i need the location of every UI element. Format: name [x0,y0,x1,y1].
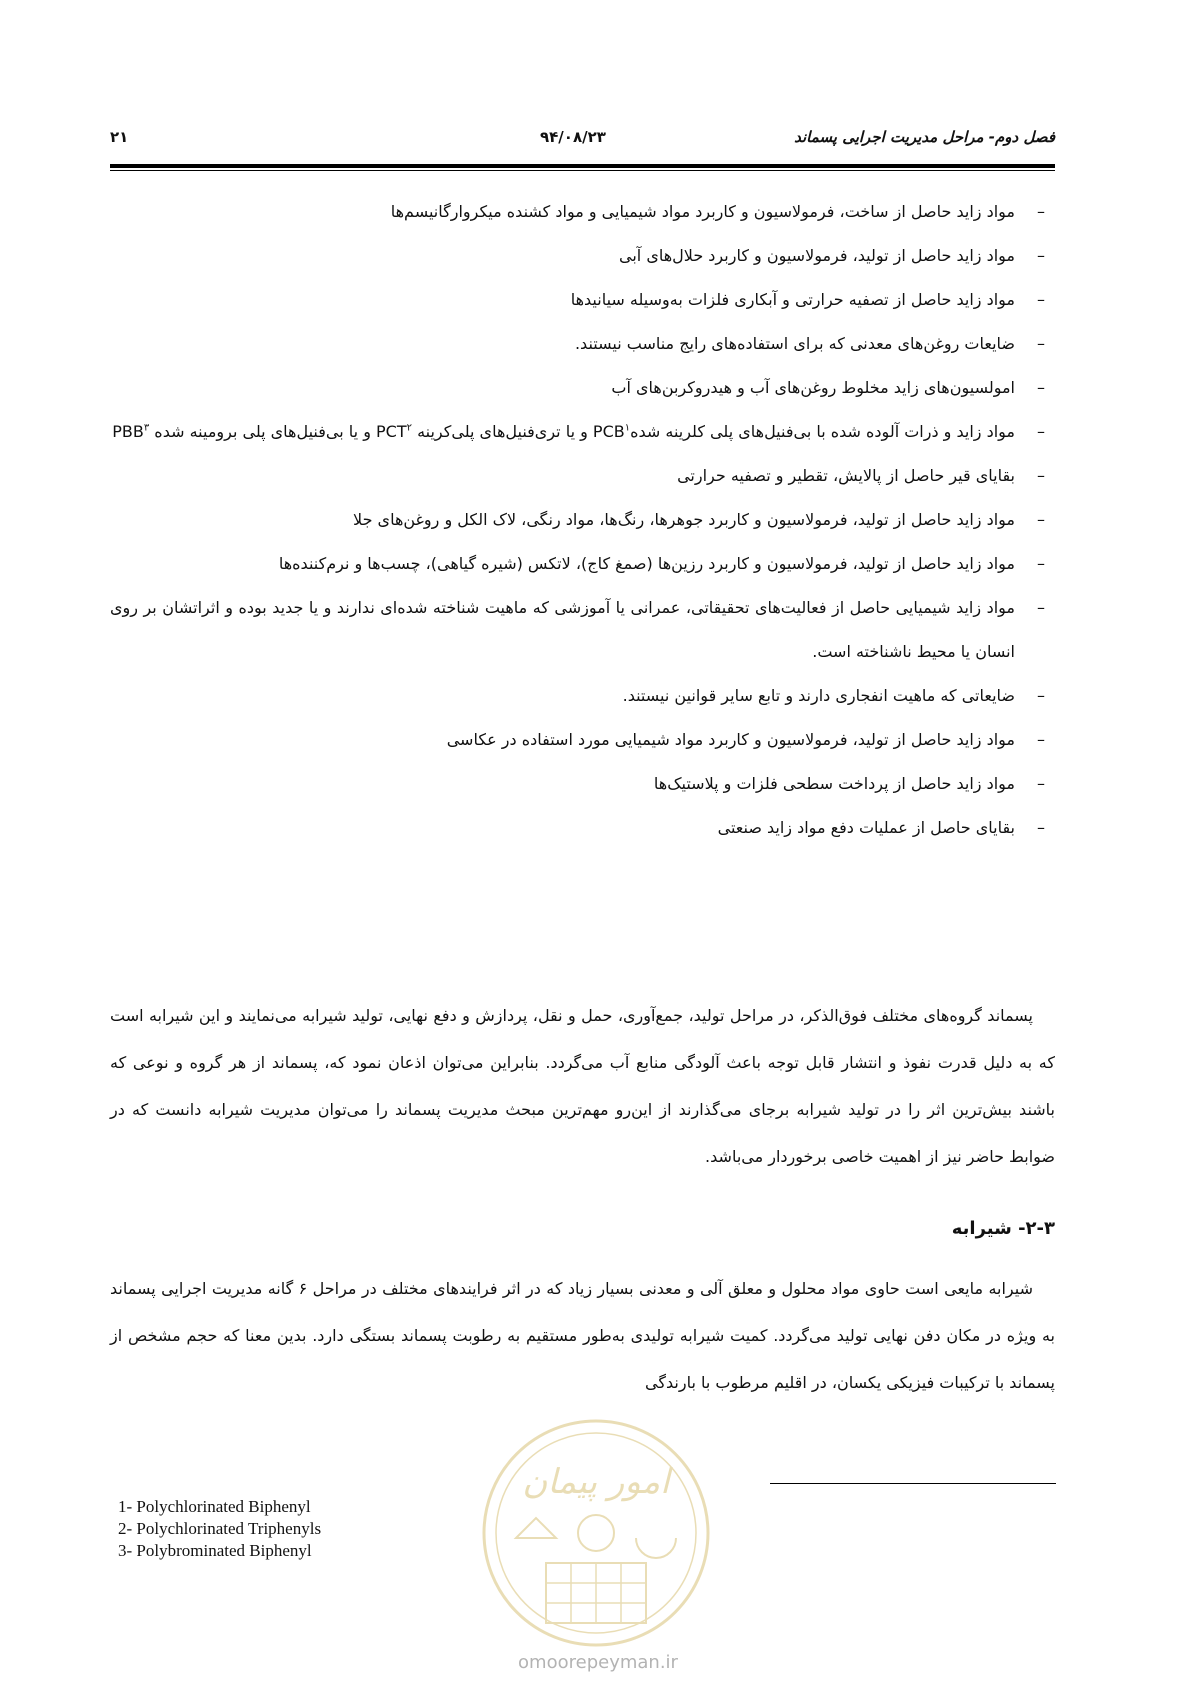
abbr-pcb: PCB [592,422,625,441]
list-dash: – [1037,246,1045,265]
list-dash: – [1037,378,1045,397]
list-dash: – [1037,422,1045,441]
list-item-text: مواد زاید و ذرات آلوده شده با بی‌فنیل‌های پلی کلرینه شده [630,422,1015,441]
body-paragraph: شیرابه مایعی است حاوی مواد محلول و معلق آلی و معدنی بسیار زیاد که در اثر فرایندهای مختلف در مراحل ۶ گانه مدیریت اجرایی پسماند به ویژه در مکان دفن نهایی تولید می‌گردد. کمیت شیرابه تولیدی به‌طور مستقیم به رطوبت پسماند بستگی دارد. بدین معنا که حجم مشخص از پسماند با ترکیبات فیزیکی یکسان، در اقلیم مرطوب با بارندگی [110,1279,1055,1392]
list-item-text: بقایای حاصل از عملیات دفع مواد زاید صنعتی [717,818,1015,837]
list-item-text: مواد زاید حاصل از تولید، فرمولاسیون و کاربرد رزین‌ها (صمغ کاج)، لاتکس (شیره گیاهی)، چسب‌ها و نرم‌کننده‌ها [278,554,1015,573]
list-item [110,322,1055,366]
list-item [110,674,1055,718]
list-item [110,542,1055,586]
section-heading: ۲-۳- شیرابه [951,1218,1055,1239]
waste-types-list [110,190,1055,850]
list-dash: – [1037,730,1045,749]
list-item-text: بقایای قیر حاصل از پالایش، تقطیر و تصفیه حرارتی [677,466,1015,485]
list-dash: – [1037,290,1045,309]
list-dash: – [1037,466,1045,485]
footnote-rule [770,1483,1056,1484]
list-item [110,586,1055,674]
list-dash: – [1037,554,1045,573]
header-rule-thick [110,164,1055,168]
list-item-text: و یا تری‌فنیل‌های پلی‌کرینه [411,422,593,441]
list-item [110,190,1055,234]
watermark-seal-icon [476,1413,716,1653]
list-item-text: امولسیون‌های زاید مخلوط روغن‌های آب و هیدروکربن‌های آب [611,378,1015,397]
footnotes [118,1496,321,1562]
list-item-text: مواد زاید حاصل از تصفیه حرارتی و آبکاری فلزات به‌وسیله سیانیدها [570,290,1015,309]
list-dash: – [1037,510,1045,529]
footnote-ref-2: ۲ [406,422,412,434]
list-item [110,234,1055,278]
list-item [110,366,1055,410]
list-item-text: مواد زاید حاصل از ساخت، فرمولاسیون و کاربرد مواد شیمیایی و مواد کشنده میکروارگانیسم‌ها [390,202,1015,221]
header-date: ۹۴/۰۸/۲۳ [540,128,606,146]
list-dash: – [1037,818,1045,837]
page-number: ۲۱ [110,128,129,146]
list-item-text: ضایعاتی که ماهیت انفجاری دارند و تابع سایر قوانین نیستند. [622,686,1015,705]
footnote: 1- Polychlorinated Biphenyl [118,1497,311,1516]
list-item-text: مواد زاید شیمیایی حاصل از فعالیت‌های تحقیقاتی، عمرانی یا آموزشی که ماهیت شناخته شده‌ای ندارند و یا جدید بوده و اثراتشان بر روی انسان یا محیط ناشناخته است. [110,598,1015,661]
chapter-title: فصل دوم- مراحل مدیریت اجرایی پسماند [794,128,1055,146]
list-item [110,718,1055,762]
abbr-pbb: PBB [112,422,144,441]
list-item-text: مواد زاید حاصل از پرداخت سطحی فلزات و پلاستیک‌ها [653,774,1015,793]
watermark-site: omoorepeyman.ir [518,1652,678,1673]
footnote: 3- Polybrominated Biphenyl [118,1541,312,1560]
list-item-text: و یا بی‌فنیل‌های پلی برومینه شده [149,422,377,441]
list-item [110,454,1055,498]
list-dash: – [1037,774,1045,793]
body-paragraph: پسماند گروه‌های مختلف فوق‌الذکر، در مراحل تولید، جمع‌آوری، حمل و نقل، پردازش و دفع نهایی، تولید شیرابه می‌نمایند و این شیرابه است که به دلیل قدرت نفوذ و انتشار قابل توجه باعث آلودگی منابع آب می‌گردد. بنابراین می‌توان اذعان نمود که، پسماند از هر گروه و نوعی که باشند بیش‌ترین اثر را در تولید شیرابه برجای می‌گذارند از این‌رو مهم‌ترین مبحث مدیریت پسماند را می‌توان مدیریت شیرابه دانست که در ضوابط حاضر نیز از اهمیت خاصی برخوردار می‌باشد. [110,1006,1055,1166]
list-dash: – [1037,686,1045,705]
list-item-text: مواد زاید حاصل از تولید، فرمولاسیون و کاربرد حلال‌های آبی [619,246,1015,265]
page-header [110,128,1055,154]
footnote: 2- Polychlorinated Triphenyls [118,1519,322,1538]
watermark-logo-text: امور پیمان [522,1462,670,1502]
footnote-ref-3: ۳ [143,422,150,434]
list-item-text: مواد زاید حاصل از تولید، فرمولاسیون و کاربرد جوهرها، رنگ‌ها، مواد رنگی، لاک الکل و روغن‌های جلا [353,510,1015,529]
list-item [110,278,1055,322]
list-item [110,410,1055,454]
list-item-text: ضایعات روغن‌های معدنی که برای استفاده‌های رایج مناسب نیستند. [574,334,1015,353]
list-dash: – [1037,334,1045,353]
header-rule-thin [110,170,1055,171]
list-item [110,806,1055,850]
list-item-text: مواد زاید حاصل از تولید، فرمولاسیون و کاربرد مواد شیمیایی مورد استفاده در عکاسی [446,730,1015,749]
list-item [110,498,1055,542]
abbr-pct: PCT [376,422,407,441]
list-item [110,762,1055,806]
list-dash: – [1037,202,1045,221]
list-dash: – [1037,598,1045,617]
footnote-ref-1: ۱ [624,422,631,434]
